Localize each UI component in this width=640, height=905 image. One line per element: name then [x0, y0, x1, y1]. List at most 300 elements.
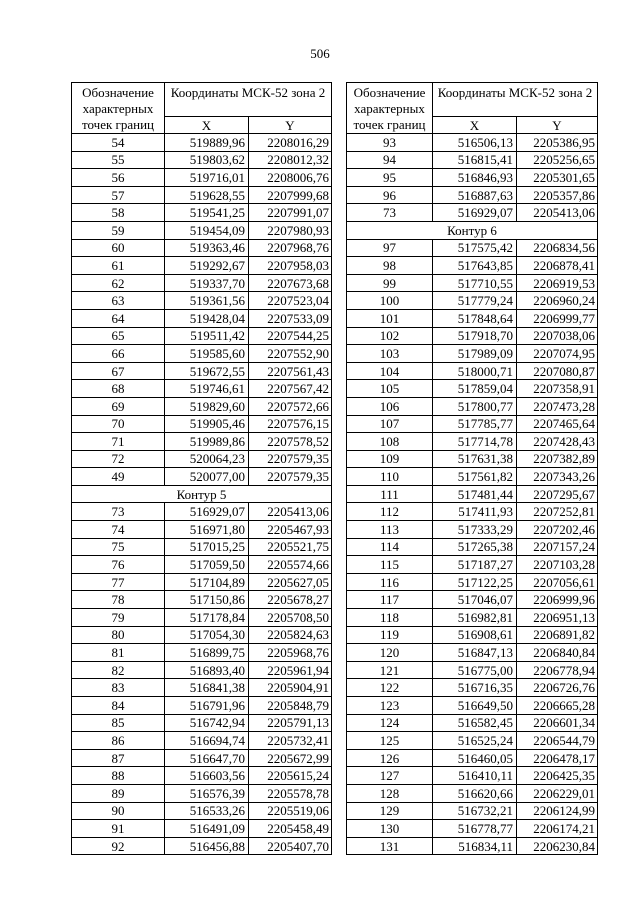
- x-coordinate-cell: 516841,38: [165, 679, 249, 697]
- point-id-cell: 76: [72, 556, 165, 574]
- x-coordinate-cell: 517104,89: [165, 573, 249, 591]
- y-coordinate-cell: 2205968,76: [249, 644, 332, 662]
- y-coordinate-cell: 2205824,63: [249, 626, 332, 644]
- y-coordinate-cell: 2205467,93: [249, 521, 332, 539]
- x-coordinate-cell: 516834,11: [433, 837, 517, 855]
- x-coordinate-cell: 516732,21: [433, 802, 517, 820]
- y-coordinate-cell: 2208016,29: [249, 134, 332, 152]
- x-coordinate-cell: 517046,07: [433, 591, 517, 609]
- table-row: [72, 837, 332, 855]
- point-id-cell: 66: [72, 345, 165, 363]
- x-coordinate-cell: 519454,09: [165, 221, 249, 239]
- y-coordinate-cell: 2205732,41: [249, 732, 332, 750]
- x-coordinate-cell: 516847,13: [433, 644, 517, 662]
- y-coordinate-cell: 2205627,05: [249, 573, 332, 591]
- y-coordinate-cell: 2206544,79: [517, 732, 598, 750]
- point-id-cell: 60: [72, 239, 165, 257]
- x-coordinate-cell: 517779,24: [433, 292, 517, 310]
- point-id-cell: 68: [72, 380, 165, 398]
- x-coordinate-cell: 516491,09: [165, 820, 249, 838]
- table-row: [72, 380, 332, 398]
- y-coordinate-cell: 2207579,35: [249, 450, 332, 468]
- table-row: [347, 169, 598, 187]
- y-coordinate-cell: 2206778,94: [517, 661, 598, 679]
- point-id-cell: 123: [347, 697, 433, 715]
- x-coordinate-cell: 516887,63: [433, 186, 517, 204]
- table-row: [72, 767, 332, 785]
- point-id-cell: 100: [347, 292, 433, 310]
- coordinates-table-right: [346, 82, 598, 855]
- table-row: [347, 186, 598, 204]
- y-coordinate-cell: 2207958,03: [249, 257, 332, 275]
- x-coordinate-cell: 516620,66: [433, 784, 517, 802]
- table-row: [72, 468, 332, 486]
- table-row: [72, 239, 332, 257]
- point-id-cell: 69: [72, 397, 165, 415]
- point-id-cell: 49: [72, 468, 165, 486]
- y-coordinate-cell: 2207544,25: [249, 327, 332, 345]
- table-row: [347, 485, 598, 503]
- table-row: [347, 626, 598, 644]
- point-id-cell: 131: [347, 837, 433, 855]
- table-row: [347, 591, 598, 609]
- y-coordinate-cell: 2205407,70: [249, 837, 332, 855]
- table-row: [347, 837, 598, 855]
- x-coordinate-cell: 517710,55: [433, 274, 517, 292]
- y-coordinate-cell: 2207552,90: [249, 345, 332, 363]
- point-id-cell: 110: [347, 468, 433, 486]
- x-coordinate-cell: 516649,50: [433, 697, 517, 715]
- x-coordinate-cell: 516775,00: [433, 661, 517, 679]
- point-id-cell: 99: [347, 274, 433, 292]
- y-coordinate-cell: 2207056,61: [517, 573, 598, 591]
- y-coordinate-cell: 2207578,52: [249, 433, 332, 451]
- y-coordinate-cell: 2206878,41: [517, 257, 598, 275]
- y-coordinate-cell: 2205574,66: [249, 556, 332, 574]
- point-id-cell: 88: [72, 767, 165, 785]
- x-coordinate-cell: 516694,74: [165, 732, 249, 750]
- x-coordinate-cell: 516893,40: [165, 661, 249, 679]
- x-coordinate-cell: 516971,80: [165, 521, 249, 539]
- x-coordinate-cell: 519363,46: [165, 239, 249, 257]
- point-id-cell: 103: [347, 345, 433, 363]
- point-id-cell: 73: [72, 503, 165, 521]
- x-coordinate-cell: 520077,00: [165, 468, 249, 486]
- x-coordinate-cell: 516778,77: [433, 820, 517, 838]
- table-row: [347, 749, 598, 767]
- y-coordinate-cell: 2206840,84: [517, 644, 598, 662]
- y-coordinate-cell: 2207473,28: [517, 397, 598, 415]
- table-row: [72, 556, 332, 574]
- point-id-cell: 102: [347, 327, 433, 345]
- table-row: [72, 450, 332, 468]
- point-id-cell: 91: [72, 820, 165, 838]
- table-row: [347, 450, 598, 468]
- x-coordinate-cell: 519511,42: [165, 327, 249, 345]
- table-row: [72, 169, 332, 187]
- point-id-cell: 127: [347, 767, 433, 785]
- point-id-cell: 125: [347, 732, 433, 750]
- y-coordinate-cell: 2206425,35: [517, 767, 598, 785]
- x-coordinate-cell: 517800,77: [433, 397, 517, 415]
- x-coordinate-cell: 517015,25: [165, 538, 249, 556]
- point-id-cell: 124: [347, 714, 433, 732]
- x-coordinate-cell: 516742,94: [165, 714, 249, 732]
- y-coordinate-cell: 2206478,17: [517, 749, 598, 767]
- table-row: [347, 380, 598, 398]
- table-row: [347, 309, 598, 327]
- table-row: [72, 309, 332, 327]
- point-id-cell: 114: [347, 538, 433, 556]
- point-id-cell: 92: [72, 837, 165, 855]
- point-id-cell: 126: [347, 749, 433, 767]
- x-coordinate-cell: 516533,26: [165, 802, 249, 820]
- x-coordinate-cell: 519716,01: [165, 169, 249, 187]
- point-id-cell: 107: [347, 415, 433, 433]
- y-coordinate-cell: 2207572,66: [249, 397, 332, 415]
- table-row: [347, 802, 598, 820]
- x-coordinate-cell: 517989,09: [433, 345, 517, 363]
- point-id-cell: 96: [347, 186, 433, 204]
- y-coordinate-cell: 2205848,79: [249, 697, 332, 715]
- point-id-cell: 77: [72, 573, 165, 591]
- y-coordinate-cell: 2206229,01: [517, 784, 598, 802]
- table-row: [347, 397, 598, 415]
- x-coordinate-cell: 516929,07: [165, 503, 249, 521]
- table-row: [72, 661, 332, 679]
- x-coordinate-cell: 517059,50: [165, 556, 249, 574]
- table-row: [72, 749, 332, 767]
- table-row: [72, 362, 332, 380]
- y-column-header: Y: [249, 117, 332, 134]
- x-coordinate-cell: 516506,13: [433, 134, 517, 152]
- x-coordinate-cell: 519428,04: [165, 309, 249, 327]
- point-id-cell: 90: [72, 802, 165, 820]
- table-row: [72, 820, 332, 838]
- x-coordinate-cell: 517859,04: [433, 380, 517, 398]
- x-coordinate-cell: 516899,75: [165, 644, 249, 662]
- table-row: [347, 257, 598, 275]
- y-coordinate-cell: 2207673,68: [249, 274, 332, 292]
- x-coordinate-cell: 519337,70: [165, 274, 249, 292]
- x-column-header: X: [433, 117, 517, 134]
- y-coordinate-cell: 2207567,42: [249, 380, 332, 398]
- point-id-cell: 112: [347, 503, 433, 521]
- table-row: [72, 802, 332, 820]
- x-coordinate-cell: 519585,60: [165, 345, 249, 363]
- y-coordinate-cell: 2205413,06: [517, 204, 598, 222]
- point-id-cell: 58: [72, 204, 165, 222]
- point-column-header: Обозначение характерных точек границ: [347, 83, 433, 134]
- table-row: [72, 151, 332, 169]
- x-coordinate-cell: 519905,46: [165, 415, 249, 433]
- table-row: [72, 644, 332, 662]
- y-coordinate-cell: 2207074,95: [517, 345, 598, 363]
- x-coordinate-cell: 517054,30: [165, 626, 249, 644]
- x-coordinate-cell: 516582,45: [433, 714, 517, 732]
- x-coordinate-cell: 516908,61: [433, 626, 517, 644]
- point-id-cell: 94: [347, 151, 433, 169]
- x-coordinate-cell: 517848,64: [433, 309, 517, 327]
- point-id-cell: 61: [72, 257, 165, 275]
- point-id-cell: 129: [347, 802, 433, 820]
- y-coordinate-cell: 2207991,07: [249, 204, 332, 222]
- table-row: [72, 204, 332, 222]
- point-id-cell: 119: [347, 626, 433, 644]
- x-coordinate-cell: 516716,35: [433, 679, 517, 697]
- table-row: [347, 679, 598, 697]
- table-row: [347, 767, 598, 785]
- y-coordinate-cell: 2205413,06: [249, 503, 332, 521]
- x-coordinate-cell: 516410,11: [433, 767, 517, 785]
- point-id-cell: 118: [347, 609, 433, 627]
- point-id-cell: 55: [72, 151, 165, 169]
- table-row: [72, 186, 332, 204]
- x-coordinate-cell: 516456,88: [165, 837, 249, 855]
- point-id-cell: 109: [347, 450, 433, 468]
- table-row: [347, 609, 598, 627]
- x-coordinate-cell: 516525,24: [433, 732, 517, 750]
- coords-column-header: Координаты МСК-52 зона 2: [433, 83, 598, 117]
- point-column-header: Обозначение характерных точек границ: [72, 83, 165, 134]
- x-coordinate-cell: 517643,85: [433, 257, 517, 275]
- y-coordinate-cell: 2207561,43: [249, 362, 332, 380]
- table-row: [72, 327, 332, 345]
- y-coordinate-cell: 2207382,89: [517, 450, 598, 468]
- table-row: [347, 239, 598, 257]
- table-row: [72, 397, 332, 415]
- y-coordinate-cell: 2207252,81: [517, 503, 598, 521]
- y-coordinate-cell: 2205256,65: [517, 151, 598, 169]
- section-label: Контур 6: [347, 221, 598, 239]
- point-id-cell: 64: [72, 309, 165, 327]
- y-coordinate-cell: 2205678,27: [249, 591, 332, 609]
- x-coordinate-cell: 517631,38: [433, 450, 517, 468]
- point-id-cell: 120: [347, 644, 433, 662]
- point-id-cell: 87: [72, 749, 165, 767]
- x-coordinate-cell: 517714,78: [433, 433, 517, 451]
- y-coordinate-cell: 2206230,84: [517, 837, 598, 855]
- x-coordinate-cell: 519989,86: [165, 433, 249, 451]
- point-id-cell: 70: [72, 415, 165, 433]
- table-row: [347, 556, 598, 574]
- point-id-cell: 130: [347, 820, 433, 838]
- y-column-header: Y: [517, 117, 598, 134]
- table-row: [347, 292, 598, 310]
- table-row: [347, 732, 598, 750]
- table-row: [347, 345, 598, 363]
- y-coordinate-cell: 2207157,24: [517, 538, 598, 556]
- point-id-cell: 108: [347, 433, 433, 451]
- table-row: [347, 538, 598, 556]
- point-id-cell: 104: [347, 362, 433, 380]
- x-coordinate-cell: 520064,23: [165, 450, 249, 468]
- table-row: [347, 820, 598, 838]
- x-coordinate-cell: 517122,25: [433, 573, 517, 591]
- y-coordinate-cell: 2207579,35: [249, 468, 332, 486]
- point-id-cell: 59: [72, 221, 165, 239]
- table-row: [72, 433, 332, 451]
- table-row: [72, 257, 332, 275]
- y-coordinate-cell: 2206951,13: [517, 609, 598, 627]
- y-coordinate-cell: 2207295,67: [517, 485, 598, 503]
- point-id-cell: 84: [72, 697, 165, 715]
- y-coordinate-cell: 2206960,24: [517, 292, 598, 310]
- x-coordinate-cell: 517265,38: [433, 538, 517, 556]
- table-row: [347, 274, 598, 292]
- point-id-cell: 101: [347, 309, 433, 327]
- table-row: [72, 134, 332, 152]
- y-coordinate-cell: 2207576,15: [249, 415, 332, 433]
- x-coordinate-cell: 516846,93: [433, 169, 517, 187]
- y-coordinate-cell: 2207343,26: [517, 468, 598, 486]
- point-id-cell: 81: [72, 644, 165, 662]
- point-id-cell: 54: [72, 134, 165, 152]
- point-id-cell: 72: [72, 450, 165, 468]
- point-id-cell: 106: [347, 397, 433, 415]
- x-coordinate-cell: 517785,77: [433, 415, 517, 433]
- y-coordinate-cell: 2206999,96: [517, 591, 598, 609]
- x-column-header: X: [165, 117, 249, 134]
- table-row: [72, 345, 332, 363]
- point-id-cell: 63: [72, 292, 165, 310]
- x-coordinate-cell: 517150,86: [165, 591, 249, 609]
- x-coordinate-cell: 518000,71: [433, 362, 517, 380]
- point-id-cell: 116: [347, 573, 433, 591]
- y-coordinate-cell: 2207533,09: [249, 309, 332, 327]
- table-row: [347, 468, 598, 486]
- point-id-cell: 78: [72, 591, 165, 609]
- table-row: [347, 784, 598, 802]
- point-id-cell: 56: [72, 169, 165, 187]
- x-coordinate-cell: 519292,67: [165, 257, 249, 275]
- x-coordinate-cell: 516982,81: [433, 609, 517, 627]
- y-coordinate-cell: 2205708,50: [249, 609, 332, 627]
- table-row: [72, 221, 332, 239]
- table-row: [347, 714, 598, 732]
- point-id-cell: 75: [72, 538, 165, 556]
- table-row: [72, 573, 332, 591]
- x-coordinate-cell: 516929,07: [433, 204, 517, 222]
- coordinates-table-left: [71, 82, 332, 855]
- x-coordinate-cell: 519889,96: [165, 134, 249, 152]
- x-coordinate-cell: 519746,61: [165, 380, 249, 398]
- point-id-cell: 113: [347, 521, 433, 539]
- table-row: [347, 362, 598, 380]
- table-row: [72, 538, 332, 556]
- table-row: [72, 626, 332, 644]
- y-coordinate-cell: 2206919,53: [517, 274, 598, 292]
- point-id-cell: 71: [72, 433, 165, 451]
- y-coordinate-cell: 2205904,91: [249, 679, 332, 697]
- y-coordinate-cell: 2205578,78: [249, 784, 332, 802]
- x-coordinate-cell: 519672,55: [165, 362, 249, 380]
- point-id-cell: 117: [347, 591, 433, 609]
- y-coordinate-cell: 2205301,65: [517, 169, 598, 187]
- y-coordinate-cell: 2206999,77: [517, 309, 598, 327]
- table-row: [72, 679, 332, 697]
- table-row: [72, 292, 332, 310]
- table-row: [72, 591, 332, 609]
- point-id-cell: 67: [72, 362, 165, 380]
- y-coordinate-cell: 2207358,91: [517, 380, 598, 398]
- point-id-cell: 83: [72, 679, 165, 697]
- point-id-cell: 105: [347, 380, 433, 398]
- point-id-cell: 73: [347, 204, 433, 222]
- point-id-cell: 80: [72, 626, 165, 644]
- x-coordinate-cell: 519829,60: [165, 397, 249, 415]
- y-coordinate-cell: 2208012,32: [249, 151, 332, 169]
- section-label: Контур 5: [72, 485, 332, 503]
- x-coordinate-cell: 516815,41: [433, 151, 517, 169]
- y-coordinate-cell: 2206665,28: [517, 697, 598, 715]
- y-coordinate-cell: 2206834,56: [517, 239, 598, 257]
- y-coordinate-cell: 2205386,95: [517, 134, 598, 152]
- table-row: [347, 573, 598, 591]
- y-coordinate-cell: 2206726,76: [517, 679, 598, 697]
- y-coordinate-cell: 2207103,28: [517, 556, 598, 574]
- section-row: [347, 221, 598, 239]
- y-coordinate-cell: 2205519,06: [249, 802, 332, 820]
- y-coordinate-cell: 2208006,76: [249, 169, 332, 187]
- point-id-cell: 97: [347, 239, 433, 257]
- y-coordinate-cell: 2205615,24: [249, 767, 332, 785]
- coords-column-header: Координаты МСК-52 зона 2: [165, 83, 332, 117]
- x-coordinate-cell: 516576,39: [165, 784, 249, 802]
- point-id-cell: 115: [347, 556, 433, 574]
- y-coordinate-cell: 2206124,99: [517, 802, 598, 820]
- table-row: [347, 661, 598, 679]
- table-row: [72, 503, 332, 521]
- y-coordinate-cell: 2205672,99: [249, 749, 332, 767]
- table-row: [347, 415, 598, 433]
- point-id-cell: 86: [72, 732, 165, 750]
- y-coordinate-cell: 2205791,13: [249, 714, 332, 732]
- y-coordinate-cell: 2207968,76: [249, 239, 332, 257]
- table-row: [347, 327, 598, 345]
- x-coordinate-cell: 519803,62: [165, 151, 249, 169]
- y-coordinate-cell: 2207038,06: [517, 327, 598, 345]
- x-coordinate-cell: 519361,56: [165, 292, 249, 310]
- table-row: [72, 697, 332, 715]
- table-row: [347, 503, 598, 521]
- y-coordinate-cell: 2206601,34: [517, 714, 598, 732]
- table-row: [72, 732, 332, 750]
- y-coordinate-cell: 2207523,04: [249, 292, 332, 310]
- x-coordinate-cell: 517411,93: [433, 503, 517, 521]
- x-coordinate-cell: 516603,56: [165, 767, 249, 785]
- point-id-cell: 98: [347, 257, 433, 275]
- y-coordinate-cell: 2207980,93: [249, 221, 332, 239]
- x-coordinate-cell: 517481,44: [433, 485, 517, 503]
- table-row: [347, 204, 598, 222]
- y-coordinate-cell: 2205458,49: [249, 820, 332, 838]
- point-id-cell: 121: [347, 661, 433, 679]
- point-id-cell: 82: [72, 661, 165, 679]
- x-coordinate-cell: 517561,82: [433, 468, 517, 486]
- x-coordinate-cell: 516791,96: [165, 697, 249, 715]
- table-row: [72, 521, 332, 539]
- point-id-cell: 128: [347, 784, 433, 802]
- point-id-cell: 79: [72, 609, 165, 627]
- page-number: 506: [310, 46, 330, 61]
- table-row: [347, 644, 598, 662]
- y-coordinate-cell: 2206174,21: [517, 820, 598, 838]
- x-coordinate-cell: 517333,29: [433, 521, 517, 539]
- table-row: [72, 714, 332, 732]
- table-row: [347, 697, 598, 715]
- y-coordinate-cell: 2207465,64: [517, 415, 598, 433]
